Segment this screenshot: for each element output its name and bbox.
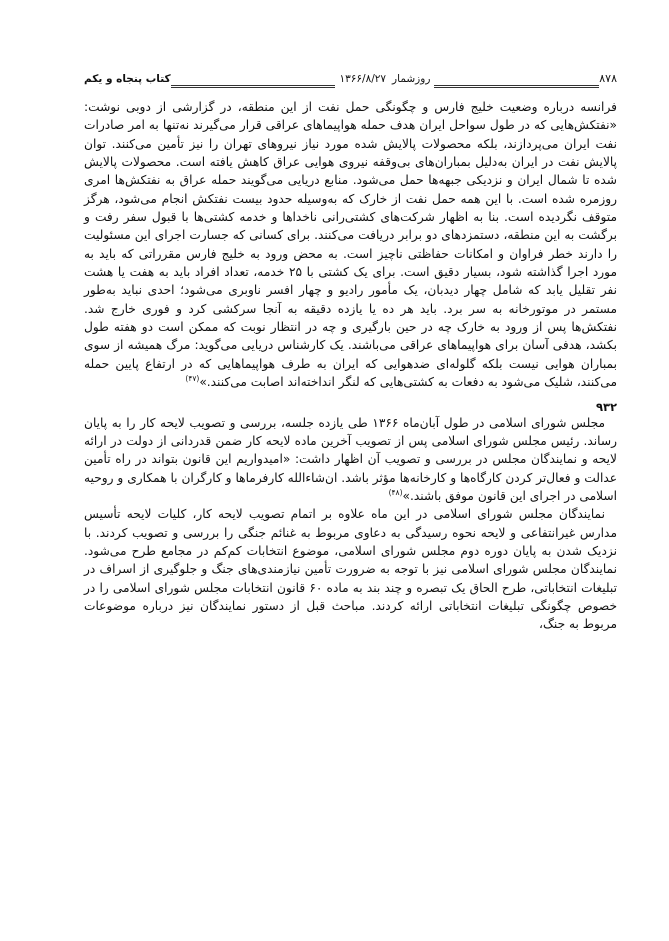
paragraph-text: نمایندگان مجلس شورای اسلامی در این ماه علاوه بر اتمام تصویب لایحه کار، کلیات لایحه تأسیس مدارس غیرانتفاعی و لایحه نحوه رسیدگی به دعاوی مربوط به غنائم جنگی را بررسی و تصویب کردند. با نزدیک شدن به پایان دوره دوم مجلس شورای اسلامی، موضوع انتخابات کم‌کم در مجامع طرح می‌شود. نمایندگان مجلس شورای اسلامی نیز با توجه به ضرورت تأمین نیازمندی‌های جنگ و جلوگیری از اسراف در تبلیغات انتخاباتی، طرح الحاق یک تبصره و چند بند به ماده ۶۰ قانون انتخابات مجلس شورای اسلامی را در خصوص چگونگی تبلیغات انتخاباتی ارائه کردند. مباحث قبل از دستور نمایندگان نیز درباره موضوعات مربوط به جنگ، [84,507,617,632]
header-date: ۱۳۶۶/۸/۲۷ [339,73,387,85]
document-page [84,66,617,634]
section-number: ۹۳۲ [595,399,617,414]
paragraph-text: مجلس شورای اسلامی در طول آبان‌ماه ۱۳۶۶ طی یازده جلسه، بررسی و تصویب لایحه کار را به پایان رساند. رئیس مجلس شورای اسلامی پس از تصویب آخرین ماده لایحه کار ضمن قدردانی از دولت در ارائه لایحه و نمایندگان مجلس در بررسی و تصویب آن اظهار داشت: «امیدواریم این قانون بتواند در راه تأمین عدالت و فعال‌تر کردن کارگاه‌ها و کارخانه‌ها مؤثر باشد. ان‌شاءالله کارفرماها و کارگران با همکاری و روحیه اسلامی در اجرای این قانون موفق باشند.» [84,415,617,503]
paragraph-1 [84,98,617,392]
running-header [84,66,617,88]
book-title: کتاب پنجاه و یکم [84,73,171,88]
section-paragraph-2 [84,505,617,633]
header-center [335,73,434,88]
body-text [84,98,617,634]
footnote-ref-47[interactable]: (۴۷) [185,374,200,384]
section-paragraph-1 [84,414,617,506]
section-label: روزشمار [392,73,431,85]
page-number: ۸۷۸ [599,72,617,88]
footnote-ref-48[interactable]: (۴۸) [388,487,403,497]
paragraph-text: فرانسه درباره وضعیت خلیج فارس و چگونگی حمل نفت از این منطقه، در گزارشی از دوبی نوشت: «نفتکش‌هایی که در طول سواحل ایران هدف حمله هواپیماهای عراقی قرار می‌گیرند نه‌تنها به امر صادرات نفت ایران می‌پردازند، بلکه محصولات پالایش شده مورد نیاز نیروهای تهران را نیز تأمین می‌کنند. توان پالایش نفت در ایران به‌دلیل بمباران‌های بی‌وقفه نیروی هوایی عراق کاهش یافته است. محصولات پالایش شده تا شمال ایران و نزدیکی جبهه‌ها حمل می‌شود. منابع دریایی می‌گویند حمله عراق به نفتکش‌ها امری روزمره شده است. با این همه حمل نفت از خارک که به‌وسیله حدود بیست نفتکش انجام می‌شود، هرگز متوقف نگردیده است. بنا به اظهار شرکت‌های کشتی‌رانی ناخداها و خدمه کشتی‌ها با قبول سفر رفت و برگشت به این منطقه، دستمزدهای دو برابر دریافت می‌کنند. برای کسانی که جسارت اجرای این مسئولیت را دارند خطر فراوان و امکانات حفاظتی ناچیز است. به محض ورود به خلیج فارس مقرراتی که باید به مورد اجرا گذاشته شود، بسیار دقیق است. برای یک کشتی با ۲۵ خدمه، تعداد افراد باید به هفت یا هشت نفر تقلیل یابد که شامل چهار دیدبان، یک مأمور رادیو و چهار افسر ناوبری می‌شود؛ احدی نباید به‌طور مستمر در موتورخانه به سر برد. باید هر ده یا یازده دقیقه به آنجا سرکشی کرد و فوری خارج شد. نفتکش‌ها پس از ورود به خارک چه در حین بارگیری و چه در انتظار نوبت که ممکن است دو هفته طول بکشد، هدفی آسان برای هواپیماهای عراقی می‌باشند. یک کارشناس دریایی می‌گوید: مرگ همیشه از سوی بمباران هوایی نیست بلکه گلوله‌ای ضدهوایی که ایران به طرف هواپیماهایی که در ارتفاع پایین حمله می‌کنند، شلیک می‌شود به دفعات به کشتی‌هایی که لنگر انداخته‌اند اصابت می‌کنند.» [84,100,618,390]
